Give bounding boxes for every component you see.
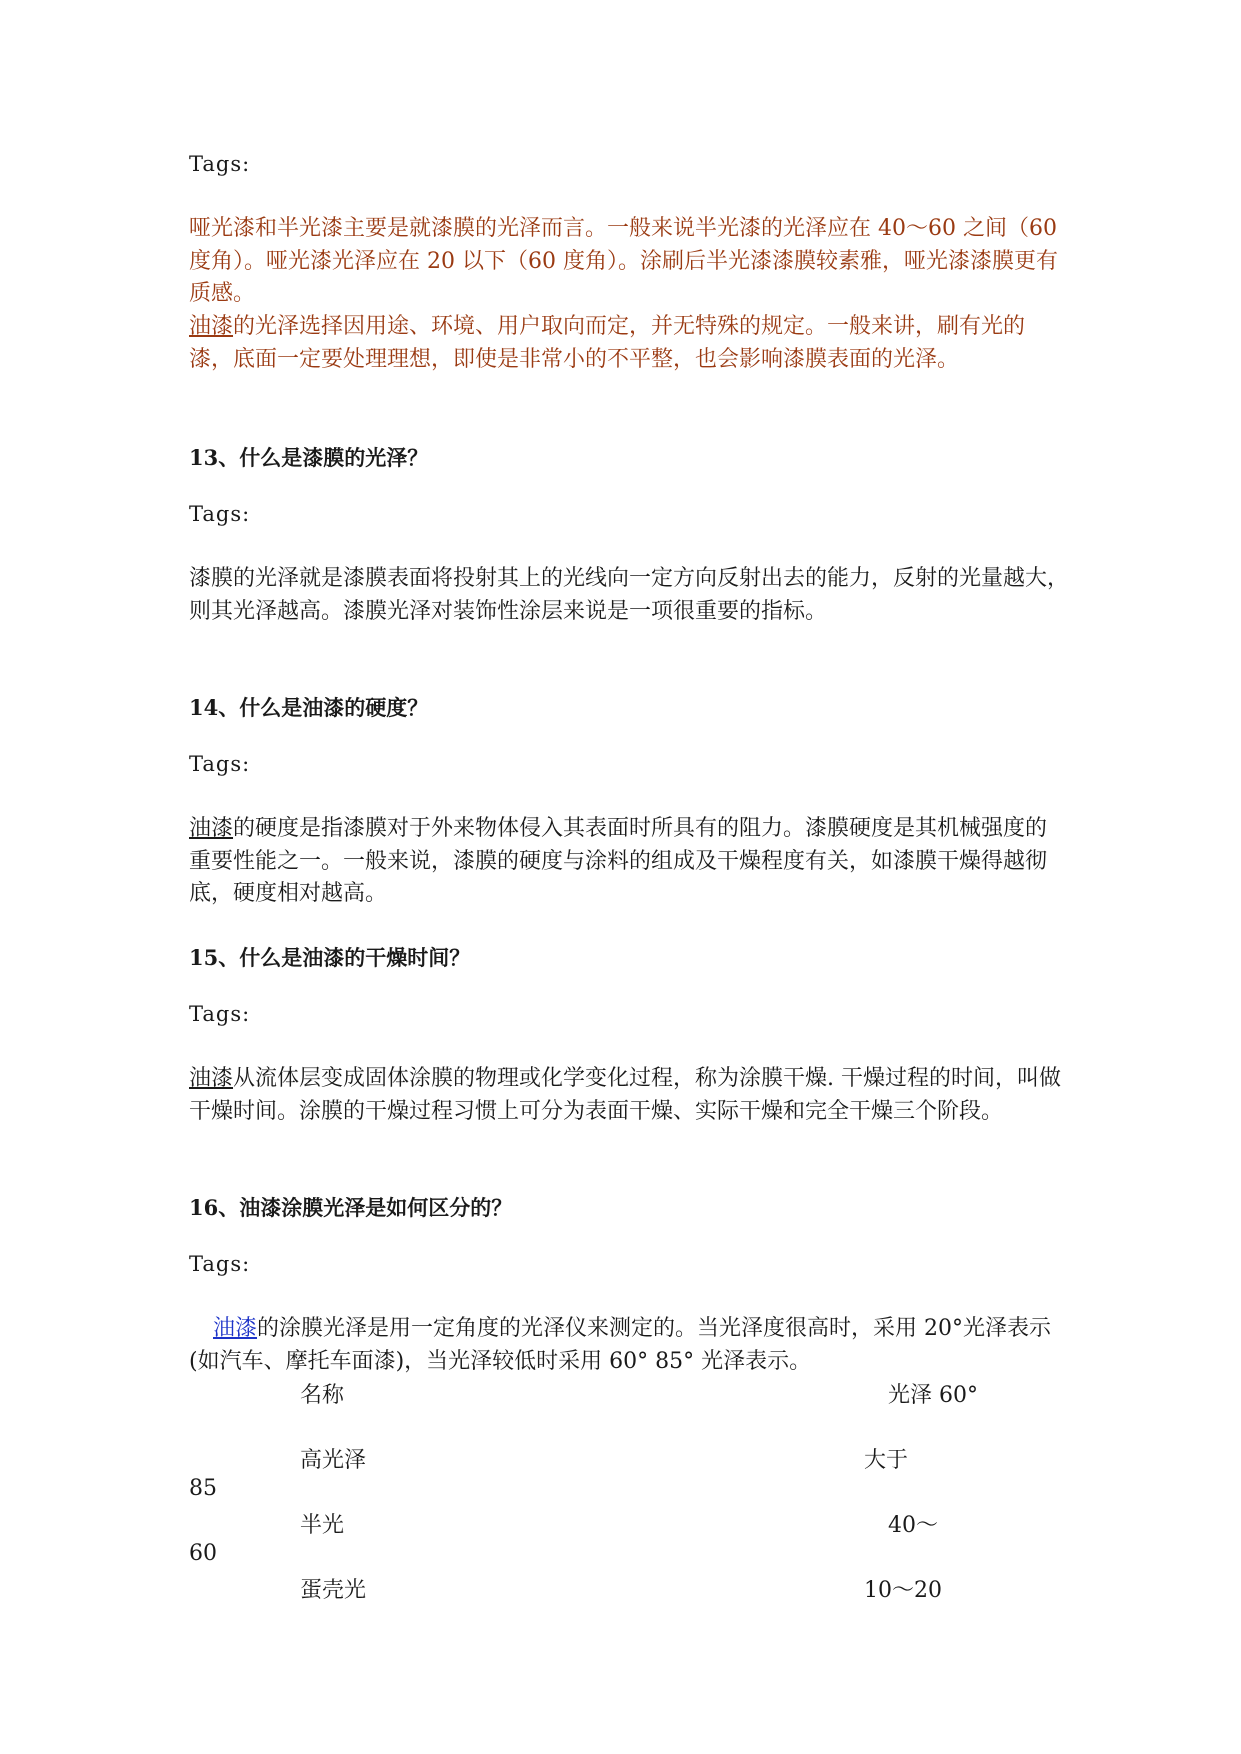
q16-body-paragraph <box>189 1313 1069 1378</box>
q15-body: 从流体层变成固体涂膜的物理或化学变化过程，称为涂膜干燥. 干燥过程的时间，叫做干燥时间。涂膜的干燥过程习惯上可分为表面干燥、实际干燥和完全干燥三个阶段。 <box>189 1066 1062 1124</box>
table-row-value-wrap: 85 <box>189 1476 217 1501</box>
paint-link[interactable]: 油漆 <box>189 816 234 841</box>
tags-label: Tags: <box>189 502 251 526</box>
table-header-name: 名称 <box>300 1383 345 1408</box>
tags-label: Tags: <box>189 152 251 176</box>
table-row-name: 半光 <box>300 1513 345 1538</box>
table-row-value: 40～ <box>888 1513 938 1538</box>
q15-heading: 15、什么是油漆的干燥时间？ <box>189 945 471 970</box>
q14-heading: 14、什么是油漆的硬度？ <box>189 695 429 720</box>
table-row-name: 高光泽 <box>300 1448 367 1473</box>
q15-body-paragraph <box>189 1063 1069 1128</box>
intro-paragraph-2 <box>189 311 1069 376</box>
tags-label: Tags: <box>189 1002 251 1026</box>
paint-link[interactable]: 油漆 <box>189 1066 234 1091</box>
q16-heading: 16、油漆涂膜光泽是如何区分的？ <box>189 1195 513 1220</box>
tags-label: Tags: <box>189 752 251 776</box>
tags-label: Tags: <box>189 1252 251 1276</box>
table-row-value-wrap: 60 <box>189 1541 217 1566</box>
q13-body: 漆膜的光泽就是漆膜表面将投射其上的光线向一定方向反射出去的能力，反射的光量越大，则其光泽越高。漆膜光泽对装饰性涂层来说是一项很重要的指标。 <box>189 566 1070 624</box>
table-row-value: 大于 <box>864 1448 909 1473</box>
paint-link[interactable]: 油漆 <box>213 1316 258 1341</box>
table-row-value: 10～20 <box>864 1578 942 1603</box>
intro-paragraph-1: 哑光漆和半光漆主要是就漆膜的光泽而言。一般来说半光漆的光泽应在 40～60 之间（60 度角）。哑光漆光泽应在 20 以下（60 度角）。涂刷后半光漆漆膜较素雅，哑光漆漆膜更有质感。 <box>189 216 1058 306</box>
q16-body: 的涂膜光泽是用一定角度的光泽仪来测定的。当光泽度很高时，采用 20°光泽表示(如汽车、摩托车面漆)，当光泽较低时采用 60° 85° 光泽表示。 <box>189 1316 1052 1374</box>
table-row-name: 蛋壳光 <box>300 1578 367 1603</box>
paint-link[interactable]: 油漆 <box>189 314 234 339</box>
intro-paragraph-2-text: 的光泽选择因用途、环境、用户取向而定，并无特殊的规定。一般来讲，刷有光的漆，底面一定要处理理想，即使是非常小的不平整，也会影响漆膜表面的光泽。 <box>189 314 1026 372</box>
table-header-value: 光泽 60° <box>888 1383 978 1408</box>
q14-body-paragraph <box>189 813 1069 911</box>
q14-body: 的硬度是指漆膜对于外来物体侵入其表面时所具有的阻力。漆膜硬度是其机械强度的重要性能之一。一般来说，漆膜的硬度与涂料的组成及干燥程度有关，如漆膜干燥得越彻底，硬度相对越高。 <box>189 816 1048 906</box>
q13-heading: 13、什么是漆膜的光泽？ <box>189 445 429 470</box>
